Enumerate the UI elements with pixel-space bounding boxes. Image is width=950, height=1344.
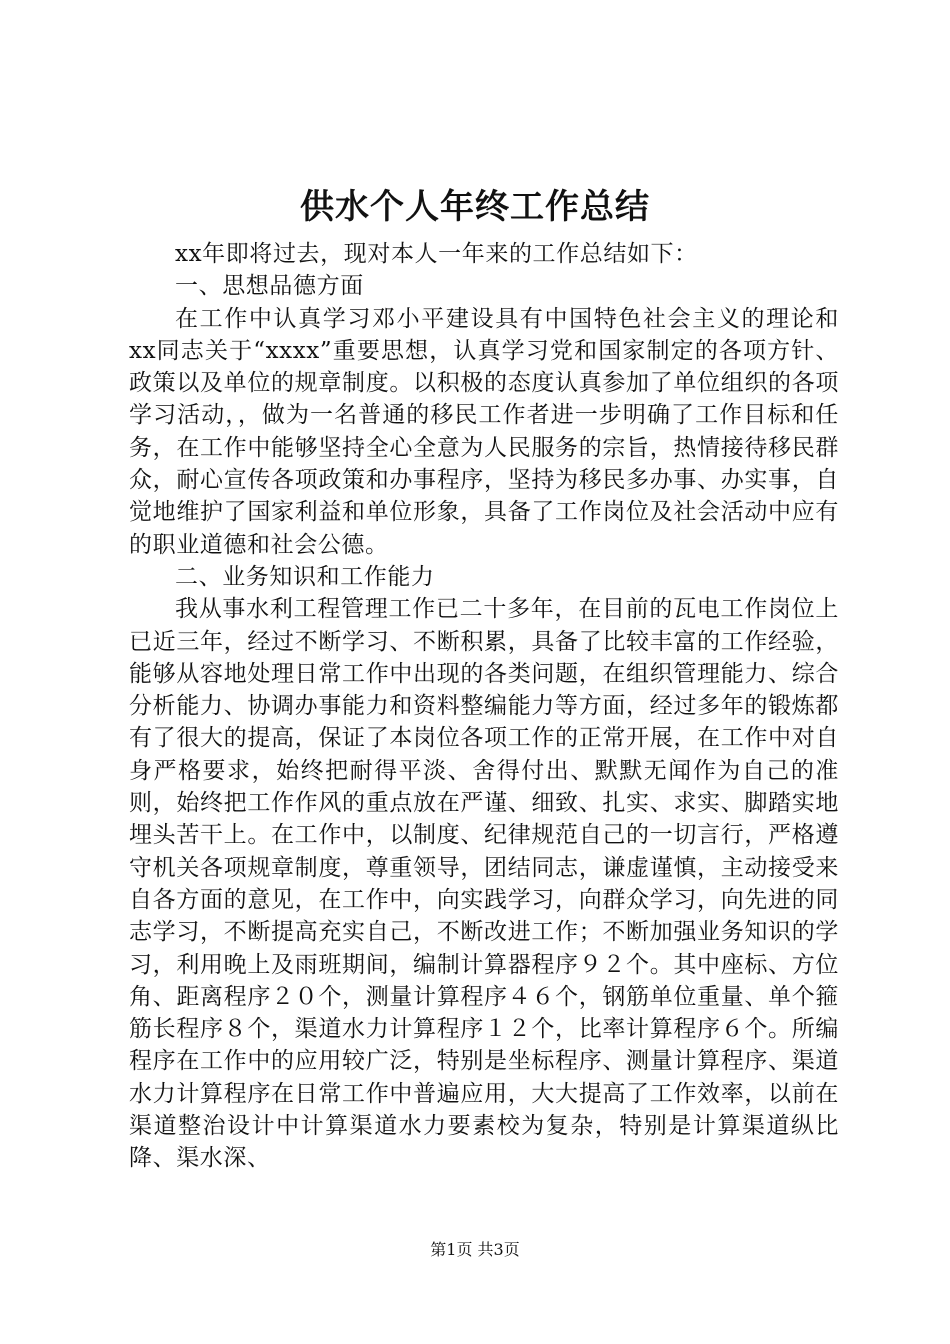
document-body: [129, 238, 839, 1175]
paragraph-intro: xx年即将过去，现对本人一年来的工作总结如下：: [175, 241, 698, 267]
paragraph-section-2: 我从事水利工程管理工作已二十多年，在目前的瓦电工作岗位上已近三年，经过不断学习、不断积累，具备了比较丰富的工作经验，能够从容地处理日常工作中出现的各类问题，在组织管理能力、综合分析能力、协调办事能力和资料整编能力等方面，经过多年的锻炼都有了很大的提高，保证了本岗位各项工作的正常开展，在工作中对自身严格要求，始终把耐得平淡、舍得付出、默默无闻作为自己的准则，始终把工作作风的重点放在严谨、细致、扎实、求实、脚踏实地埋头苦干上。在工作中，以制度、纪律规范自己的一切言行，严格遵守机关各项规章制度，尊重领导，团结同志，谦虚谨慎，主动接受来自各方面的意见，在工作中，向实践学习，向群众学习，向先进的同志学习，不断提高充实自己，不断改进工作；不断加强业务知识的学习，利用晚上及雨班期间，编制计算器程序９２个。其中座标、方位角、距离程序２０个，测量计算程序４６个，钢筋单位重量、单个箍筋长程序８个，渠道水力计算程序１２个，比率计算程序６个。所编程序在工作中的应用较广泛，特别是坐标程序、测量计算程序、渠道水力计算程序在日常工作中普遍应用，大大提高了工作效率，以前在渠道整治设计中计算渠道水力要素校为复杂，特别是计算渠道纵比降、渠水深、: [129, 596, 839, 1172]
page-title: 供水个人年终工作总结: [300, 187, 650, 227]
heading-section-1: 一、思想品德方面: [175, 273, 364, 300]
heading-section-2: 二、业务知识和工作能力: [175, 563, 435, 590]
page-number-footer: 第1页 共3页: [430, 1240, 520, 1259]
paragraph-section-1: 在工作中认真学习邓小平建设具有中国特色社会主义的理论和xx同志关于“xxxx”重要思想，认真学习党和国家制定的各项方针、政策以及单位的规章制度。以积极的态度认真参加了单位组织的各项学习活动，，做为一名普通的移民工作者进一步明确了工作目标和任务，在工作中能够坚持全心全意为人民服务的宗旨，热情接待移民群众，耐心宣传各项政策和办事程序，坚持为移民多办事、办实事，自觉地维护了国家利益和单位形象，具备了工作岗位及社会活动中应有的职业道德和社会公德。: [129, 305, 839, 558]
